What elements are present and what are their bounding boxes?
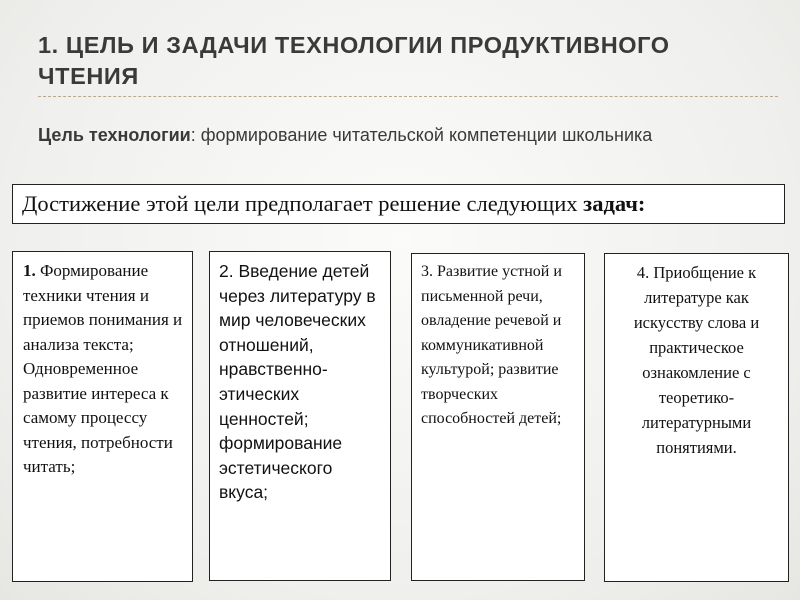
- task-4-text: 4. Приобщение к литературе как искусству слова и практическое ознакомление с теоретико-литературными понятиями.: [633, 263, 760, 457]
- tasks-intro-banner: [12, 184, 785, 224]
- task-card-3: [411, 253, 585, 581]
- task-card-2: [209, 251, 391, 581]
- banner-bold-word: задач:: [583, 191, 646, 216]
- title-divider: [38, 96, 778, 97]
- goal-label: Цель технологии: [38, 125, 191, 145]
- banner-text: Достижение этой цели предполагает решение следующих: [22, 191, 584, 216]
- task-1-body: Формирование техники чтения и приемов понимания и анализа текста; Одновременное развитие интереса к самому процессу чтения, потребности читать;: [23, 261, 183, 476]
- task-1-number: 1.: [23, 261, 36, 280]
- task-2-text: 2. Введение детей через литературу в мир человеческих отношений, нравственно-этических ценностей; формирование эстетического вкуса;: [219, 261, 376, 503]
- slide-title: 1. ЦЕЛЬ И ЗАДАЧИ ТЕХНОЛОГИИ ПРОДУКТИВНОГО ЧТЕНИЯ: [38, 32, 670, 89]
- task-card-4: [604, 253, 789, 582]
- goal-text: : формирование читательской компетенции школьника: [190, 125, 653, 145]
- task-3-text: 3. Развитие устной и письменной речи, овладение речевой и коммуникативной культурой; развитие творческих способностей детей;: [421, 263, 562, 427]
- goal-statement: [38, 123, 698, 148]
- task-card-1: [12, 251, 193, 582]
- task-1-text: [23, 259, 186, 480]
